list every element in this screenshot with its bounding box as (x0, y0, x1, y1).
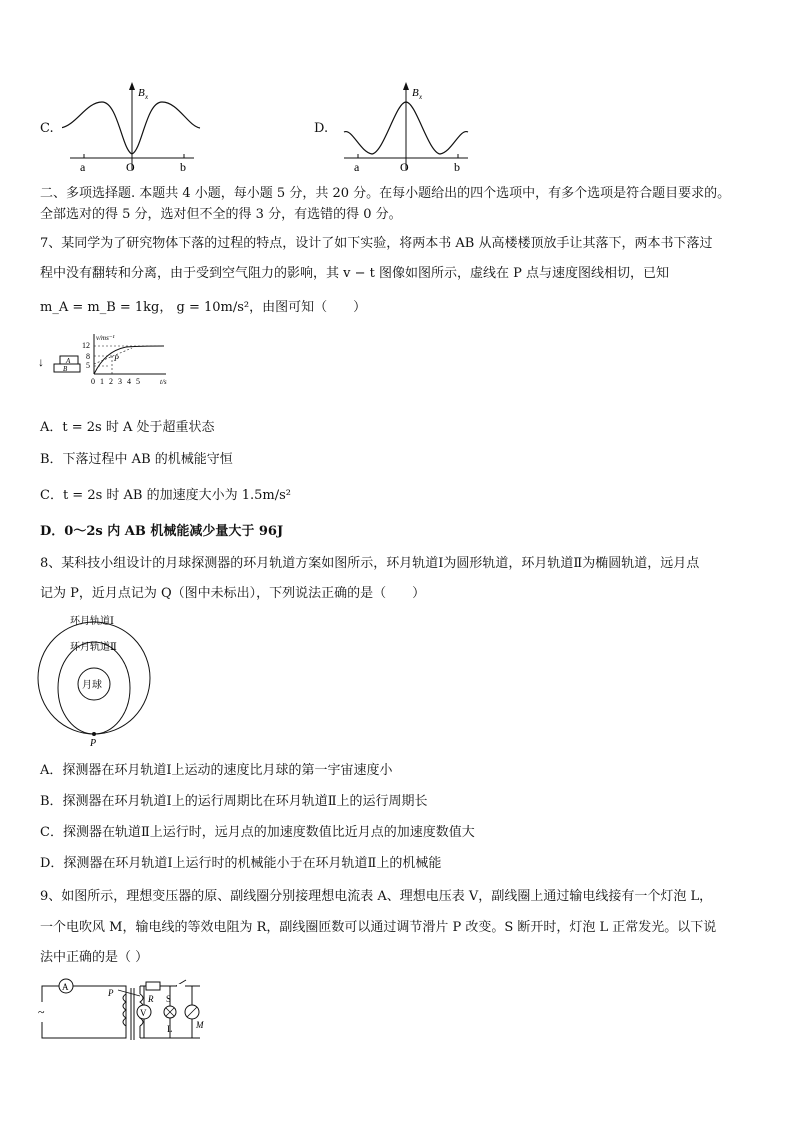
q7-ylabel: v/ms⁻¹ (96, 334, 115, 342)
ytick-5: 5 (86, 361, 90, 370)
d-tick-o: O (400, 160, 409, 174)
option-d-label: D. (314, 121, 329, 136)
option-d-graph (336, 80, 476, 175)
q8-option-c: C．探测器在轨道Ⅱ上运行时，远月点的加速度数值比近月点的加速度数值大 (40, 825, 475, 840)
c-tick-b: b (180, 160, 186, 174)
q7-option-a: A．t = 2s 时 A 处于超重状态 (40, 420, 215, 435)
q8-option-a: A．探测器在环月轨道Ⅰ上运动的速度比月球的第一宇宙速度小 (40, 763, 393, 778)
section2-line1: 二、多项选择题. 本题共 4 小题，每小题 5 分，共 20 分。在每小题给出的四个选项中，有多个选项是符合题目要求的。 (40, 186, 731, 201)
q8-orbit-figure (36, 610, 156, 750)
q8-line2: 记为 P，近月点记为 Q（图中未标出），下列说法正确的是（ ） (40, 586, 426, 601)
d-axis-sub: x (419, 93, 423, 101)
c-tick-o: O (126, 160, 135, 174)
book-a-label: A (66, 357, 71, 365)
d-axis-label: B (412, 87, 419, 99)
c-tick-a: a (80, 160, 86, 174)
switch-label: S (166, 994, 172, 1004)
xtick-5: 5 (136, 377, 140, 386)
q7-option-c: C．t = 2s 时 AB 的加速度大小为 1.5m/s² (40, 488, 292, 503)
motor-label: M (196, 1020, 204, 1030)
q8-option-d: D．探测器在环月轨道Ⅰ上运行时的机械能小于在环月轨道Ⅱ上的机械能 (40, 856, 442, 871)
q9-line2: 一个电吹风 M，输电线的等效电阻为 R，副线圈匝数可以通过调节滑片 P 改变。S 断开时，灯泡 L 正常发光。以下说 (40, 920, 717, 935)
xtick-0: 0 (91, 377, 95, 386)
section2-line2: 全部选对的得 5 分，选对但不全的得 3 分，有选错的得 0 分。 (40, 207, 402, 222)
q7-line2: 程中没有翻转和分离，由于受到空气阻力的影响，其 v − t 图像如图所示，虚线在 P 点与速度图线相切，已知 (40, 266, 670, 281)
d-tick-a: a (354, 160, 360, 174)
xtick-3: 3 (118, 377, 122, 386)
q9-circuit (36, 972, 206, 1044)
orbit-1-label: 环月轨道Ⅰ (70, 616, 114, 627)
orbit-2-label: 环月轨道Ⅱ (70, 642, 117, 653)
ytick-8: 8 (86, 352, 90, 361)
ytick-12: 12 (82, 341, 90, 350)
point-p-label: P (114, 354, 119, 363)
lamp-label: L (167, 1024, 173, 1034)
resistor-label: R (148, 994, 154, 1004)
q8-option-b: B．探测器在环月轨道Ⅰ上的运行周期比在环月轨道Ⅱ上的运行周期长 (40, 794, 428, 809)
q7-option-d: D．0～2s 内 AB 机械能减少量大于 96J (40, 524, 284, 539)
xtick-4: 4 (127, 377, 131, 386)
q7-line3: m_A = m_B = 1kg， g = 10m/s²，由图可知（ ） (40, 300, 367, 315)
c-axis-label: B (138, 87, 145, 99)
q7-line1: 7、某同学为了研究物体下落的过程的特点，设计了如下实验，将两本书 AB 从高楼楼顶放手让其落下，两本书下落过 (40, 236, 713, 251)
option-c-graph (62, 80, 202, 175)
q9-line3: 法中正确的是（ ） (40, 950, 149, 965)
option-c-label: C. (40, 121, 54, 136)
xtick-1: 1 (100, 377, 104, 386)
slider-label: P (108, 988, 114, 998)
down-arrow-icon: ↓ (38, 355, 44, 369)
ammeter-label: A (62, 982, 69, 992)
q9-line1: 9、如图所示，理想变压器的原、副线圈分别接理想电流表 A、理想电压表 V，副线圈上通过输电线接有一个灯泡 L， (40, 889, 713, 904)
q7-xlabel: t/s (160, 378, 167, 386)
moon-label: 月球 (82, 680, 102, 691)
d-tick-b: b (454, 160, 460, 174)
voltmeter-label: V (140, 1008, 147, 1018)
q8-line1: 8、某科技小组设计的月球探测器的环月轨道方案如图所示，环月轨道Ⅰ为圆形轨道，环月轨道Ⅱ为椭圆轨道，远月点 (40, 556, 700, 571)
q7-vt-graph (36, 328, 176, 388)
q7-option-b: B．下落过程中 AB 的机械能守恒 (40, 452, 233, 467)
xtick-2: 2 (109, 377, 113, 386)
ac-source-label: ~ (38, 1005, 45, 1019)
book-b-label: B (63, 365, 68, 373)
orbit-point-p: P (90, 738, 97, 749)
c-axis-sub: x (145, 93, 149, 101)
